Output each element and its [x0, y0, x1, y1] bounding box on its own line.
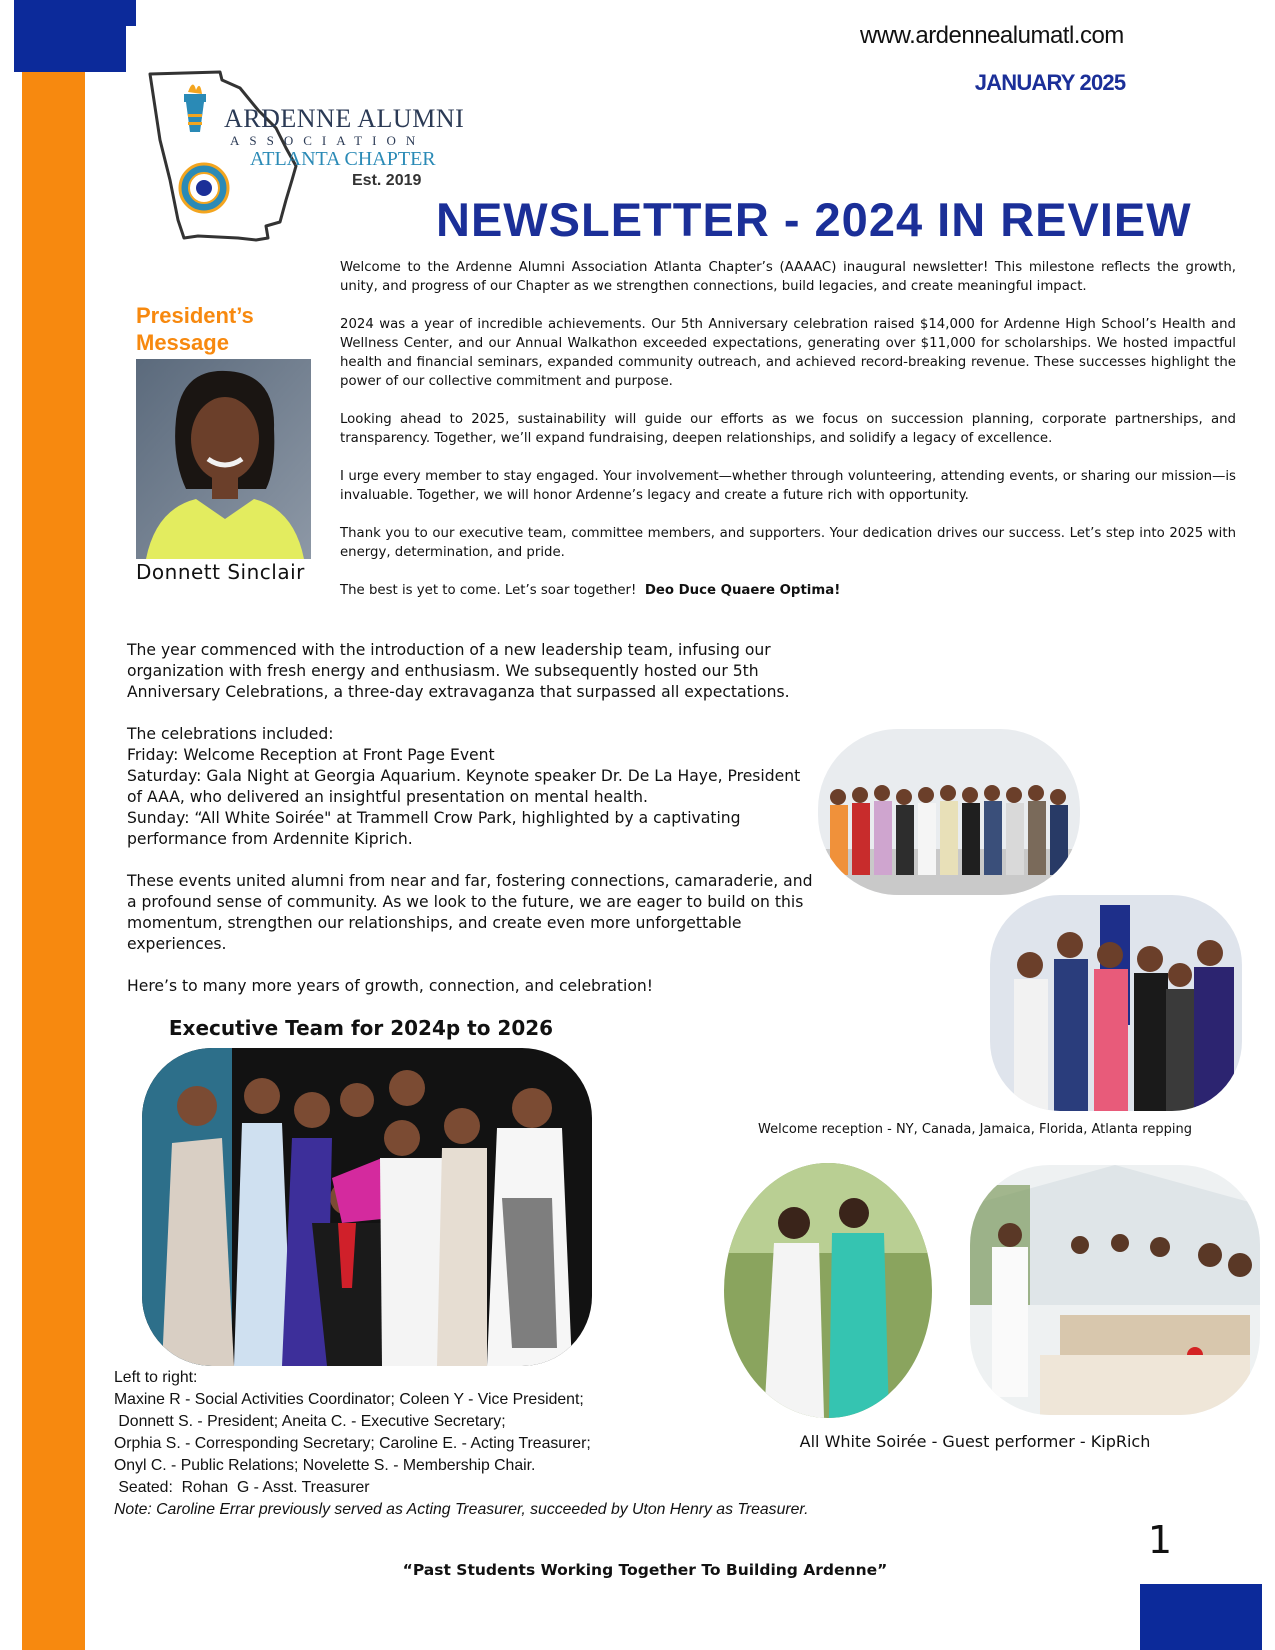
logo-association: ASSOCIATION — [230, 133, 426, 148]
caption-note: Note: Caroline Errar previously served as Acting Treasurer, succeeded by Uton Henry as Treasurer. — [114, 1501, 809, 1518]
caption-line: Maxine R - Social Activities Coordinator; Coleen Y - Vice President; — [114, 1391, 584, 1408]
newsletter-title: NEWSLETTER - 2024 IN REVIEW — [436, 193, 1192, 246]
logo-title: ARDENNE ALUMNI — [224, 104, 465, 133]
welcome-reception-caption: Welcome reception - NY, Canada, Jamaica, Florida, Atlanta repping — [758, 1122, 1192, 1137]
heading-line: President’s — [136, 303, 254, 328]
review-intro: The year commenced with the introduction of a new leadership team, infusing our organization with fresh energy and enthusiasm. We subsequently hosted our 5th Anniversary Celebrations, a three-day extravaganza that surpassed all expectations. — [127, 641, 790, 701]
caption-line: Orphia S. - Corresponding Secretary; Caroline E. - Acting Treasurer; — [114, 1435, 591, 1452]
issue-date: JANUARY 2025 — [974, 70, 1126, 95]
message-paragraph: I urge every member to stay engaged. Your involvement—whether through volunteering, attending events, or sharing our mission—is invaluable. Together, we will honor Ardenne’s legacy and create a future rich with opportunity. — [340, 469, 1236, 503]
caption-line: Left to right: — [114, 1369, 198, 1386]
left-orange-bar — [22, 72, 85, 1650]
school-seal-icon — [180, 164, 228, 212]
page-number: 1 — [1147, 1518, 1173, 1562]
top-blue-block-lower — [14, 26, 126, 72]
logo-chapter: ATLANTA CHAPTER — [250, 148, 436, 170]
executive-team-photo — [142, 1048, 592, 1366]
latin-motto: Deo Duce Quaere Optima! — [644, 583, 841, 598]
all-white-soiree-tent-photo — [970, 1165, 1260, 1415]
review-closing: Here’s to many more years of growth, connection, and celebration! — [127, 977, 654, 995]
logo-established: Est. 2019 — [352, 172, 422, 189]
bottom-blue-block — [1140, 1584, 1262, 1650]
association-motto: “Past Students Working Together To Building Ardenne” — [402, 1561, 888, 1579]
heading-line: Message — [136, 330, 229, 355]
list-item-saturday: Saturday: Gala Night at Georgia Aquarium. Keynote speaker Dr. De La Haye, President of AAA, who delivered an insightful presentation on mental health. — [127, 767, 801, 806]
celebrations-list — [127, 724, 817, 850]
all-white-soiree-caption: All White Soirée - Guest performer - KipRich — [799, 1432, 1151, 1451]
presidents-message-body — [340, 258, 1236, 619]
message-paragraph: Thank you to our executive team, committee members, and supporters. Your dedication drives our success. Let’s step into 2025 with energy, determination, and pride. — [340, 526, 1236, 560]
president-name: Donnett Sinclair — [136, 560, 305, 584]
welcome-reception-small-group-photo — [990, 895, 1242, 1111]
message-paragraph: 2024 was a year of incredible achievements. Our 5th Anniversary celebration raised $14,000 for Ardenne High School’s Health and Wellness Center, and our Annual Walkathon exceeded expectations, generating over $11,000 for scholarships. We hosted impactful health and financial seminars, expanded community outreach, and achieved record-breaking revenue. These successes highlight the power of our collective commitment and purpose. — [340, 317, 1236, 389]
torch-icon — [184, 84, 206, 132]
list-item-friday: Friday: Welcome Reception at Front Page Event — [127, 746, 495, 764]
caption-line: Donnett S. - President; Aneita C. - Executive Secretary; — [114, 1413, 506, 1430]
all-white-soiree-performer-photo — [724, 1163, 932, 1418]
website-url[interactable]: www.ardennealumatl.com — [860, 22, 1124, 49]
list-item-sunday: Sunday: “All White Soirée" at Trammell Crow Park, highlighted by a captivating performance from Ardennite Kiprich. — [127, 809, 741, 848]
president-photo — [136, 359, 311, 559]
closing-text: The best is yet to come. Let’s soar together! — [340, 583, 637, 598]
list-heading: The celebrations included: — [127, 725, 334, 743]
message-closing — [340, 581, 1236, 600]
year-review-text — [127, 640, 817, 1018]
review-summary: These events united alumni from near and far, fostering connections, camaraderie, and a profound sense of community. As we look to the future, we are eager to build on this momentum, strengthen our relationships, and create even more unforgettable experiences. — [127, 872, 813, 953]
message-paragraph: Looking ahead to 2025, sustainability will guide our efforts as we focus on succession planning, corporate partnerships, and transparency. Together, we’ll expand fundraising, deepen relationships, and solidify a legacy of excellence. — [340, 412, 1236, 446]
top-blue-block — [14, 0, 136, 26]
executive-team-heading: Executive Team for 2024p to 2026 — [168, 1016, 554, 1040]
presidents-message-heading — [136, 302, 316, 356]
welcome-reception-group-photo — [818, 729, 1080, 895]
caption-line: Onyl C. - Public Relations; Novelette S. - Membership Chair. — [114, 1457, 536, 1474]
caption-line: Seated: Rohan G - Asst. Treasurer — [114, 1479, 370, 1496]
message-paragraph: Welcome to the Ardenne Alumni Association Atlanta Chapter’s (AAAAC) inaugural newsletter! This milestone reflects the growth, unity, and progress of our Chapter as we strengthen connections, build legacies, and create meaningful impact. — [340, 260, 1236, 294]
